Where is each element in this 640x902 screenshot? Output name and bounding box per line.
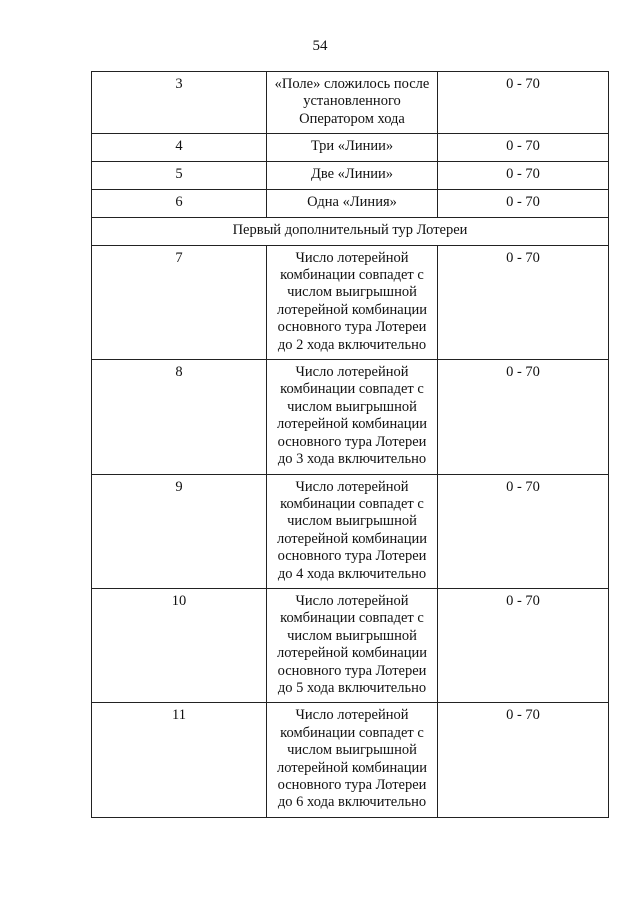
table-row <box>92 703 609 817</box>
row-condition <box>267 134 438 162</box>
row-value: 0 - 70 <box>438 360 609 474</box>
condition-line: до 5 хода включительно <box>277 679 427 696</box>
condition-line: установленного <box>303 93 401 110</box>
row-value: 0 - 70 <box>438 588 609 702</box>
row-condition <box>267 474 438 588</box>
row-condition <box>267 360 438 474</box>
condition-line: основного тура Лотереи <box>277 319 427 336</box>
condition-line: числом выигрышной <box>287 284 417 301</box>
row-condition <box>267 72 438 134</box>
condition-line: до 2 хода включительно <box>277 336 427 353</box>
condition-line: основного тура Лотереи <box>277 777 427 793</box>
row-number: 11 <box>92 703 267 817</box>
condition-line: Число лотерейной <box>295 364 409 381</box>
condition-line: числом выигрышной <box>287 513 417 530</box>
table-row <box>92 162 609 190</box>
row-condition <box>267 190 438 218</box>
row-condition <box>267 162 438 190</box>
table-row <box>92 190 609 218</box>
condition-line: комбинации совпадет с <box>280 610 424 627</box>
condition-line: числом выигрышной <box>287 742 417 759</box>
table-row <box>92 245 609 359</box>
row-number: 5 <box>92 162 267 190</box>
condition-line: Одна «Линия» <box>307 194 397 211</box>
condition-line: Оператором хода <box>299 110 405 127</box>
row-condition <box>267 703 438 817</box>
condition-line: основного тура Лотереи <box>277 433 427 450</box>
row-value: 0 - 70 <box>438 190 609 218</box>
table-row <box>92 134 609 162</box>
row-condition <box>267 245 438 359</box>
row-number: 9 <box>92 474 267 588</box>
condition-line: лотерейной комбинации <box>277 530 427 547</box>
row-number: 7 <box>92 245 267 359</box>
condition-line: комбинации совпадет с <box>280 724 424 741</box>
condition-line: лотерейной комбинации <box>277 301 427 318</box>
condition-line: комбинации совпадет с <box>280 381 424 398</box>
prize-table <box>91 71 609 818</box>
condition-line: Число лотерейной <box>295 249 409 266</box>
condition-line: Число лотерейной <box>295 478 409 495</box>
row-value: 0 - 70 <box>438 703 609 817</box>
table-row <box>92 72 609 134</box>
row-value: 0 - 70 <box>438 245 609 359</box>
row-condition <box>267 588 438 702</box>
condition-line: основного тура Лотереи <box>277 662 427 679</box>
condition-line: числом выигрышной <box>287 627 417 644</box>
row-number: 4 <box>92 134 267 162</box>
table-row <box>92 474 609 588</box>
condition-line: Число лотерейной <box>295 707 409 724</box>
condition-line: до 3 хода включительно <box>277 451 427 468</box>
condition-line: до 4 хода включительно <box>277 565 427 582</box>
condition-line: числом выигрышной <box>287 398 417 415</box>
row-number: 10 <box>92 588 267 702</box>
condition-line: лотерейной комбинации <box>277 645 427 662</box>
condition-line: «Поле» сложилось после <box>274 76 430 92</box>
table-row <box>92 360 609 474</box>
row-number: 6 <box>92 190 267 218</box>
row-value: 0 - 70 <box>438 162 609 190</box>
row-value: 0 - 70 <box>438 474 609 588</box>
condition-line: Три «Линии» <box>310 138 394 155</box>
row-value: 0 - 70 <box>438 72 609 134</box>
section-title: Первый дополнительный тур Лотереи <box>92 218 609 245</box>
row-number: 8 <box>92 360 267 474</box>
row-number: 3 <box>92 72 267 134</box>
page-number: 54 <box>312 38 328 54</box>
condition-line: комбинации совпадет с <box>280 495 424 512</box>
condition-line: основного тура Лотереи <box>277 548 427 565</box>
condition-line: до 6 хода включительно <box>277 794 427 811</box>
condition-line: лотерейной комбинации <box>277 416 427 433</box>
condition-line: Две «Линии» <box>310 166 394 183</box>
table-row <box>92 588 609 702</box>
section-row <box>92 218 609 245</box>
condition-line: Число лотерейной <box>295 592 409 609</box>
row-value: 0 - 70 <box>438 134 609 162</box>
condition-line: лотерейной комбинации <box>277 759 427 776</box>
condition-line: комбинации совпадет с <box>280 267 424 284</box>
